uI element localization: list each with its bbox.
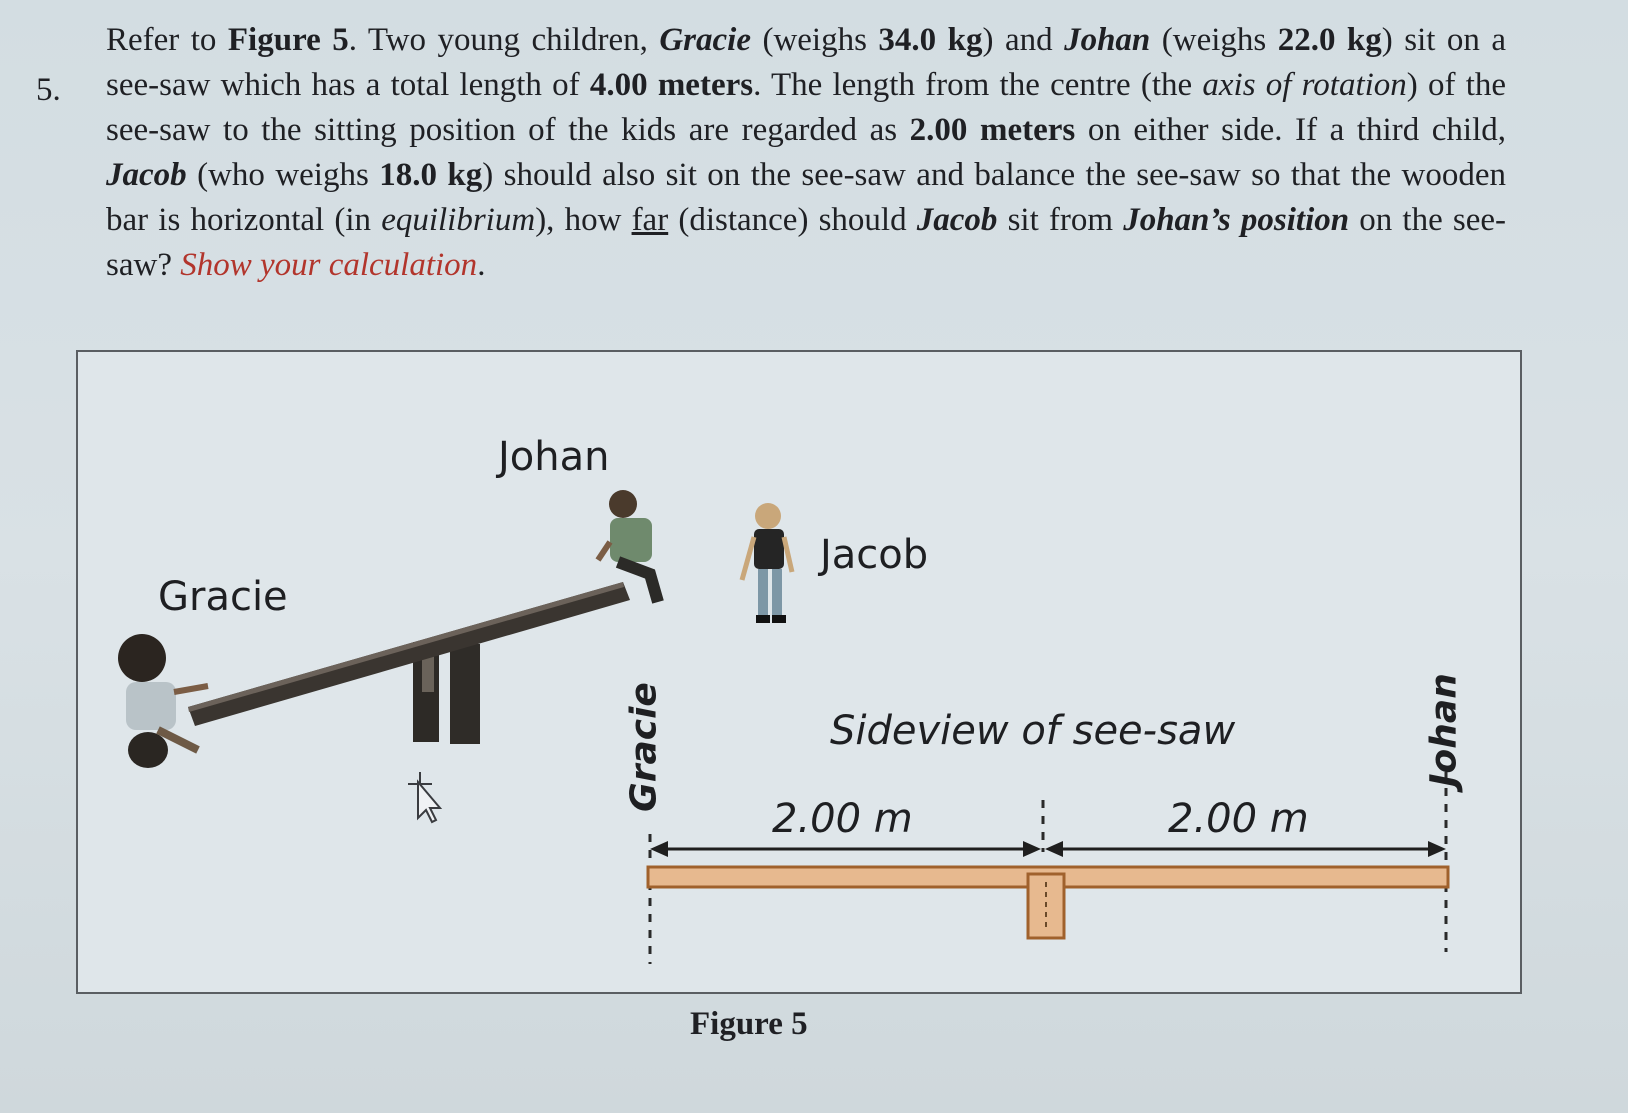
text-seg: on the see-saw? [106, 202, 1507, 283]
figure-caption: Figure 5 [690, 1006, 808, 1042]
jacob-figure [742, 503, 792, 623]
label-jacob: Jacob [820, 532, 929, 578]
vertical-label-johan: Johan [1423, 673, 1465, 787]
question-text [106, 18, 1506, 288]
dimension-arrow-right [1045, 841, 1446, 857]
question-number: 5. [36, 72, 61, 108]
move-cursor-icon [408, 772, 440, 822]
side-distance: 2.00 meters [909, 112, 1076, 148]
question-block [36, 18, 1506, 288]
sideview-title: Sideview of see-saw [830, 708, 1236, 754]
figure-5-box [76, 350, 1522, 994]
text-seg: Refer to [106, 22, 228, 58]
text-seg: ) sit on a see-saw which has a total length of [106, 22, 1507, 103]
name-jacob-2: Jacob [916, 202, 998, 238]
total-length: 4.00 meters [589, 67, 754, 103]
text-seg: . Two young children, [348, 22, 660, 58]
label-johan: Johan [498, 434, 610, 480]
figure-illustration [78, 352, 1520, 992]
name-johan: Johan [1064, 22, 1151, 58]
text-seg: ), how [535, 202, 632, 238]
text-seg: ) of the see-saw to the sitting position of the kids are regarded as [106, 67, 1507, 148]
text-seg: ) should also sit on the see-saw and balance the see-saw so that the wooden bar is horizontal (in [106, 157, 1507, 238]
axis-term: axis of rotation [1202, 67, 1407, 103]
text-seg: (weighs [750, 22, 879, 58]
figure-reference: Figure 5 [227, 22, 349, 58]
text-seg: sit from [997, 202, 1124, 238]
text-seg: . [477, 247, 486, 283]
dimension-right-label: 2.00 m [1168, 796, 1309, 842]
label-gracie: Gracie [158, 574, 288, 620]
text-seg: . The length from the centre (the [753, 67, 1203, 103]
text-seg: on either side. If a third child, [1075, 112, 1506, 148]
text-seg: (weighs [1150, 22, 1278, 58]
johans-position: Johan’s position [1123, 202, 1350, 238]
far-underlined: far [631, 202, 669, 238]
dimension-left-label: 2.00 m [772, 796, 913, 842]
text-seg: (who weighs [186, 157, 380, 193]
gracie-figure [118, 634, 208, 768]
equilibrium-term: equilibrium [381, 202, 536, 238]
johan-figure [598, 490, 658, 602]
sideview-diagram [648, 772, 1448, 964]
text-seg: (distance) should [668, 202, 917, 238]
seesaw-stand-right [450, 644, 480, 744]
vertical-label-gracie: Gracie [623, 682, 665, 812]
weight-johan: 22.0 kg [1277, 22, 1382, 58]
weight-jacob: 18.0 kg [379, 157, 483, 193]
show-calculation: Show your calculation [180, 247, 478, 283]
weight-gracie: 34.0 kg [878, 22, 983, 58]
text-seg: ) and [982, 22, 1065, 58]
name-jacob: Jacob [106, 157, 187, 193]
dimension-arrow-left [650, 841, 1041, 857]
name-gracie: Gracie [659, 22, 751, 58]
